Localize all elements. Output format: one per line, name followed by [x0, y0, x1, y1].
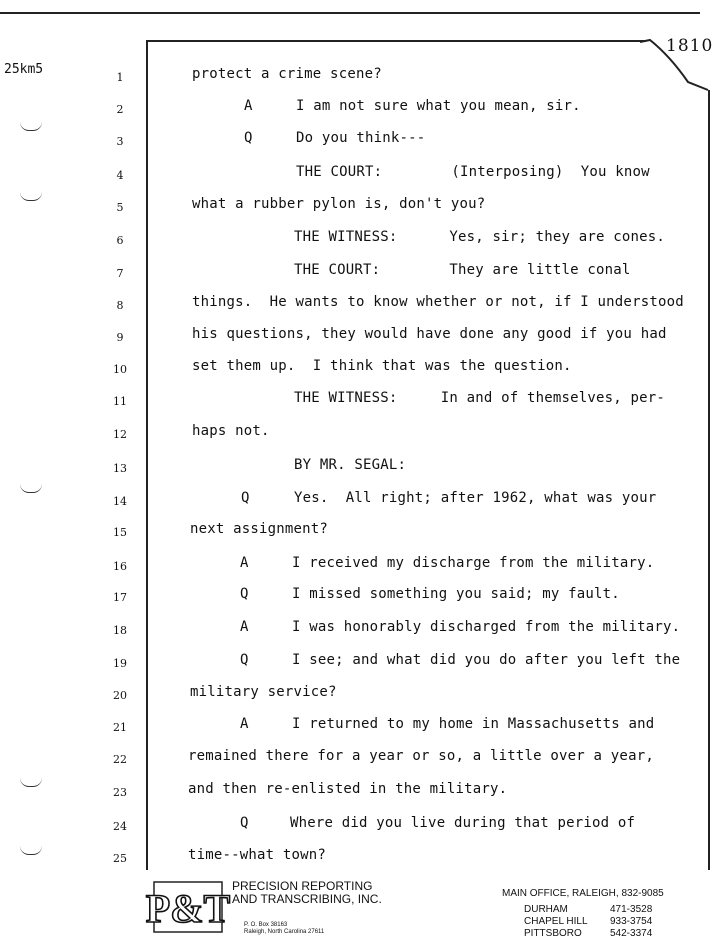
firm-name	[232, 880, 382, 906]
line-number: 22	[113, 753, 127, 766]
speaker-label: Q	[240, 815, 249, 831]
margin-mark	[20, 484, 42, 493]
speaker-label: Q	[241, 490, 250, 506]
frame-left	[146, 40, 148, 870]
transcript-line: next assignment?	[190, 521, 329, 537]
line-number: 7	[116, 267, 124, 280]
transcript-line: THE COURT: (Interposing) You know	[296, 164, 650, 180]
transcript-line: Where did you live during that period of	[290, 815, 636, 831]
address-line-1: P. O. Box 38163	[244, 922, 288, 928]
line-number: 25	[113, 852, 127, 865]
main-office: MAIN OFFICE, RALEIGH, 832-9085	[502, 888, 664, 899]
transcript-line: I received my discharge from the military.	[292, 555, 655, 571]
line-number: 16	[113, 560, 127, 573]
line-number: 14	[113, 495, 127, 508]
line-number: 8	[116, 299, 124, 312]
branch-phone: 542-3374	[610, 928, 653, 939]
margin-mark	[20, 846, 42, 855]
frame-right	[708, 90, 710, 870]
branch-phone: 933-3754	[610, 916, 653, 927]
branch-city: PITTSBORO	[524, 928, 582, 939]
address-line-2: Raleigh, North Carolina 27611	[244, 929, 325, 935]
line-number: 4	[116, 169, 124, 182]
margin-identifier: 25km5	[4, 62, 44, 77]
transcript-line: military service?	[190, 684, 337, 700]
transcript-line: what a rubber pylon is, don't you?	[192, 196, 486, 212]
line-number: 13	[113, 462, 127, 475]
speaker-label: Q	[244, 130, 253, 146]
line-number: 9	[116, 331, 124, 344]
line-number: 10	[113, 363, 127, 376]
ptr-logo	[145, 878, 231, 934]
line-number: 12	[113, 428, 127, 441]
frame-top	[146, 40, 646, 42]
transcript-line: BY MR. SEGAL:	[294, 457, 407, 473]
line-number: 19	[113, 657, 127, 670]
transcript-line: THE COURT: They are little conal	[294, 262, 631, 278]
branch-city: CHAPEL HILL	[524, 916, 588, 927]
transcript-line: remained there for a year or so, a little over a year,	[188, 748, 654, 764]
page-number: 1810	[666, 36, 714, 56]
branch-city: DURHAM	[524, 904, 568, 915]
logo-text: P&T	[145, 886, 231, 931]
transcript-line: his questions, they would have done any good if you had	[192, 326, 667, 342]
line-number: 15	[113, 526, 127, 539]
transcript-line: and then re-enlisted in the military.	[188, 781, 508, 797]
transcript-line: Do you think---	[296, 130, 426, 146]
transcript-line: Yes. All right; after 1962, what was your	[294, 490, 657, 506]
transcript-line: I returned to my home in Massachusetts and	[292, 716, 655, 732]
margin-mark	[20, 778, 42, 787]
margin-mark	[20, 122, 42, 131]
firm-line-1: PRECISION REPORTING	[232, 879, 373, 893]
line-number: 20	[113, 689, 127, 702]
transcript-line: I am not sure what you mean, sir.	[296, 98, 581, 114]
firm-line-2: AND TRANSCRIBING, INC.	[232, 892, 382, 906]
transcript-line: haps not.	[192, 423, 270, 439]
transcript-line: THE WITNESS: In and of themselves, per-	[294, 390, 666, 406]
line-number: 6	[116, 234, 124, 247]
margin-mark	[20, 192, 42, 201]
transcript-line: I was honorably discharged from the military.	[292, 619, 681, 635]
speaker-label: A	[240, 716, 249, 732]
firm-address	[244, 922, 324, 936]
transcript-line: time--what town?	[188, 847, 327, 863]
line-number: 17	[113, 591, 127, 604]
line-number: 1	[116, 71, 124, 84]
speaker-label: A	[244, 98, 253, 114]
speaker-label: A	[240, 555, 249, 571]
transcript-line: protect a crime scene?	[192, 66, 382, 82]
top-rule	[0, 12, 700, 14]
line-number: 21	[113, 721, 127, 734]
transcript-line: THE WITNESS: Yes, sir; they are cones.	[294, 229, 666, 245]
line-number: 24	[113, 820, 127, 833]
branch-phone: 471-3528	[610, 904, 653, 915]
line-number: 2	[116, 103, 124, 116]
line-number: 18	[113, 624, 127, 637]
speaker-label: Q	[240, 652, 249, 668]
line-number: 3	[116, 135, 124, 148]
transcript-line: I missed something you said; my fault.	[292, 586, 620, 602]
transcript-line: I see; and what did you do after you left the	[292, 652, 681, 668]
line-number: 11	[113, 395, 127, 408]
speaker-label: Q	[240, 586, 249, 602]
line-number: 23	[113, 786, 127, 799]
transcript-line: things. He wants to know whether or not, if I understood	[192, 294, 684, 310]
speaker-label: A	[240, 619, 249, 635]
line-number: 5	[116, 201, 124, 214]
transcript-line: set them up. I think that was the question.	[192, 358, 572, 374]
